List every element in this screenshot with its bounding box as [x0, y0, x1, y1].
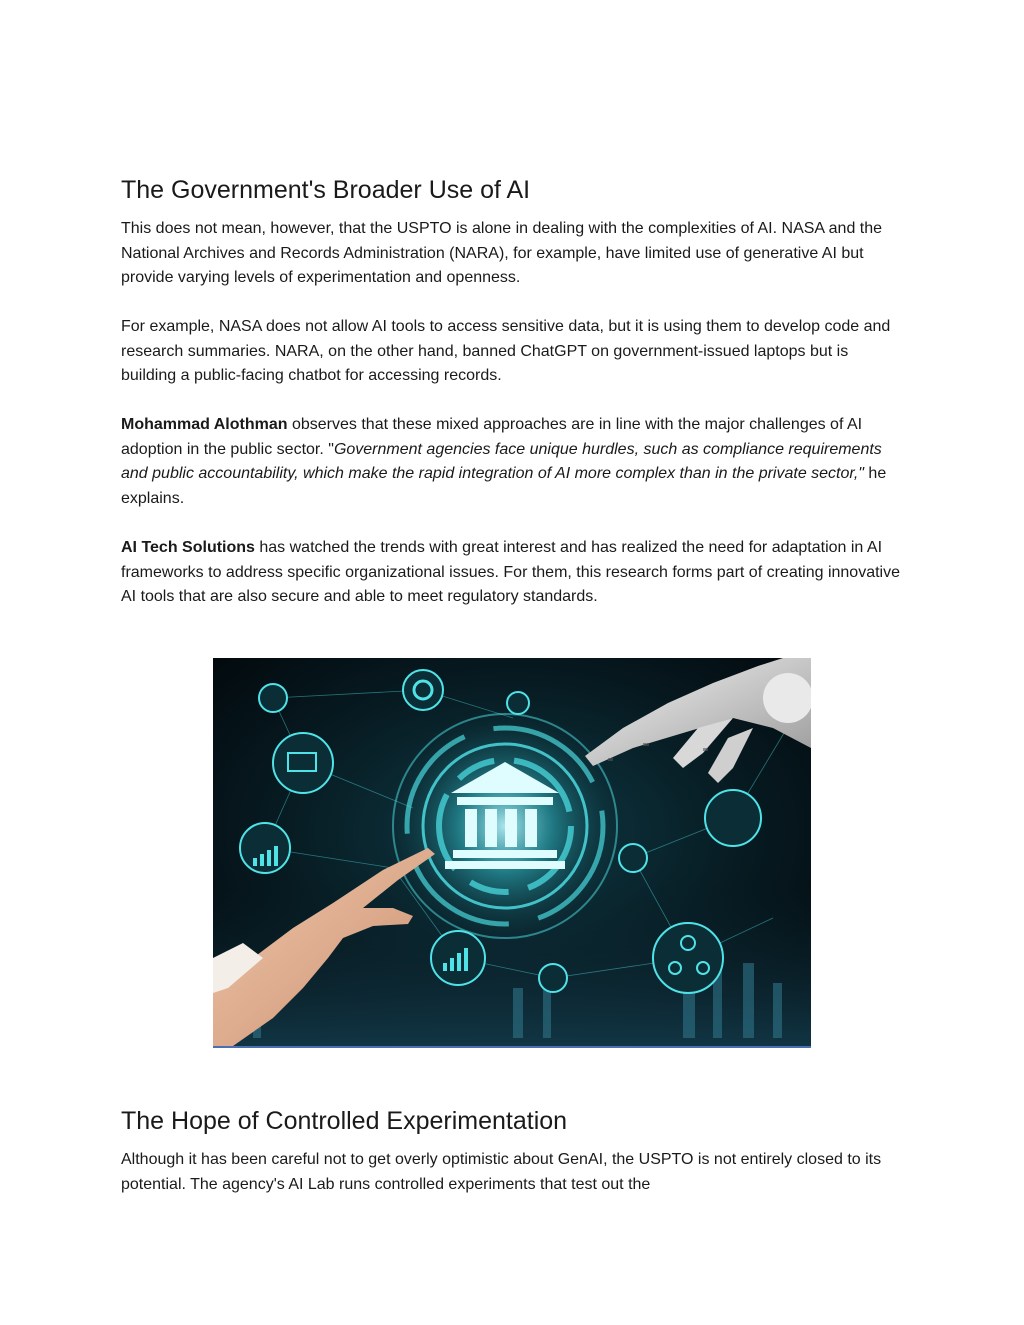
quote-text: Government agencies face unique hurdles, such as compliance requirements and public accountability, which make the rapid integration of AI more complex than in the private sector," — [121, 440, 882, 483]
illustration-svg — [213, 658, 811, 1046]
paragraph-nasa-nara-examples: For example, NASA does not allow AI tools to access sensitive data, but it is using them to develop code and research summaries. NARA, on the other hand, banned ChatGPT on government-issued laptops but is building a public-facing chatbot for accessing records. — [121, 318, 891, 385]
paragraph-genai-controlled-experiments: Although it has been careful not to get overly optimistic about GenAI, the USPTO is not entirely closed to its potential. The agency's AI Lab runs controlled experiments that test out the — [121, 1151, 882, 1193]
paragraph-text: observes that these mixed approaches are in line with the major challenges of AI adoption in the public sector. " — [121, 416, 863, 458]
paragraph-text: has watched the trends with great interest and has realized the need for adaptation in AI frameworks to address specific organizational issues. For them, this research forms part of creating innovative AI tools that are also secure and able to meet regulatory standards. — [121, 539, 900, 606]
paragraph-text: he explains. — [121, 465, 887, 507]
paragraph-ai-tech-solutions — [121, 536, 906, 610]
paragraph-uspto-not-alone: This does not mean, however, that the USPTO is alone in dealing with the complexities of AI. NASA and the National Archives and Records Administration (NARA), for example, have limited use of generative AI but provide varying levels of experimentation and openness. — [121, 220, 883, 287]
section-heading-controlled-experimentation: The Hope of Controlled Experimentation — [121, 1107, 568, 1135]
section-heading-broader-use: The Government's Broader Use of AI — [121, 176, 531, 204]
ai-government-illustration — [213, 658, 811, 1048]
paragraph-alothman-quote — [121, 413, 906, 511]
company-name-ai-tech-solutions: AI Tech Solutions — [121, 539, 255, 556]
person-name-alothman: Mohammad Alothman — [121, 416, 288, 433]
